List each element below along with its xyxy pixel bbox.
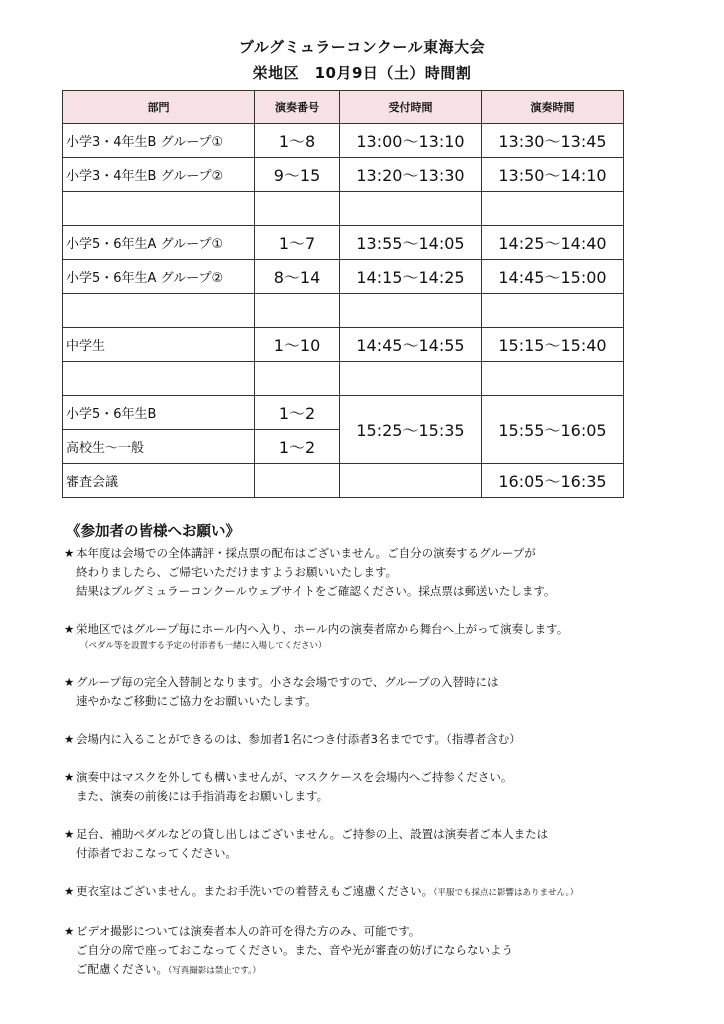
reception-cell — [340, 362, 482, 396]
note-text: 会場内に入ることができるのは、参加者1名につき付添者3名までです。（指導者含む） — [76, 732, 521, 746]
performance-cell: 15:55～16:05 — [482, 396, 624, 464]
division-cell — [63, 294, 255, 328]
note-item — [64, 673, 704, 711]
performance-cell — [482, 362, 624, 396]
notes-heading: 《参加者の皆様へお願い》 — [66, 524, 240, 540]
star-icon: ★ — [64, 770, 75, 784]
col-header-numbers: 演奏番号 — [255, 91, 340, 124]
page-subtitle: 栄地区 10月9日（土）時間割 — [252, 64, 472, 82]
note-text: ご配慮ください。 — [76, 962, 168, 976]
reception-cell: 13:20～13:30 — [340, 158, 482, 192]
star-icon: ★ — [64, 924, 75, 938]
note-text: 更衣室はございません。またお手洗いでの着替えもご遠慮ください。 — [76, 884, 434, 898]
note-line — [64, 882, 704, 903]
numbers-cell — [255, 362, 340, 396]
division-cell: 小学5・6年生A グループ① — [63, 226, 255, 260]
performance-cell: 16:05～16:35 — [482, 464, 624, 498]
note-line — [64, 620, 704, 639]
star-icon: ★ — [64, 884, 75, 898]
schedule-table — [62, 90, 624, 498]
performance-cell — [482, 192, 624, 226]
performance-cell: 13:50～14:10 — [482, 158, 624, 192]
numbers-cell: 1～2 — [255, 396, 340, 430]
note-line: 終わりましたら、ご帰宅いただけますようお願いいたします。 — [76, 565, 398, 579]
table-header-row — [63, 91, 624, 124]
reception-cell — [340, 464, 482, 498]
note-line: 速やかなご移動にご協力をお願いいたします。 — [76, 694, 317, 708]
division-cell: 小学5・6年生B — [63, 396, 255, 430]
reception-cell: 14:15～14:25 — [340, 260, 482, 294]
reception-cell: 15:25～15:35 — [340, 396, 482, 464]
note-small-text: （写真撮影は禁止です。） — [168, 966, 261, 976]
note-line — [64, 730, 704, 749]
performance-cell — [482, 294, 624, 328]
note-text: グループ毎の完全入替制となります。小さな会場ですので、グループの入替時には — [76, 675, 499, 689]
note-line — [64, 544, 704, 563]
table-row — [63, 260, 624, 294]
note-item — [64, 620, 704, 654]
note-line: また、演奏の前後には手指消毒をお願いします。 — [76, 789, 329, 803]
star-icon: ★ — [64, 732, 75, 746]
note-text: ビデオ撮影については演奏者本人の許可を得た方のみ、可能です。 — [76, 924, 421, 938]
table-row-spacer — [63, 362, 624, 396]
note-text: 演奏中はマスクを外しても構いませんが、マスクケースを会場内へご持参ください。 — [76, 770, 513, 784]
col-header-division: 部門 — [63, 91, 255, 124]
note-item — [64, 825, 704, 863]
reception-cell: 14:45～14:55 — [340, 328, 482, 362]
numbers-cell — [255, 464, 340, 498]
reception-cell: 13:55～14:05 — [340, 226, 482, 260]
performance-cell: 14:25～14:40 — [482, 226, 624, 260]
note-line — [64, 922, 704, 941]
table-row-spacer — [63, 294, 624, 328]
star-icon: ★ — [64, 622, 75, 636]
performance-cell: 15:15～15:40 — [482, 328, 624, 362]
note-item — [64, 768, 704, 806]
division-cell: 小学5・6年生A グループ② — [63, 260, 255, 294]
numbers-cell: 1～2 — [255, 430, 340, 464]
table-row — [63, 158, 624, 192]
reception-cell: 13:00～13:10 — [340, 124, 482, 158]
division-cell: 高校生～一般 — [63, 430, 255, 464]
note-text: 足台、補助ペダルなどの貸し出しはございません。ご持参の上、設置は演奏者ご本人または — [76, 827, 549, 841]
division-cell: 審査会議 — [63, 464, 255, 498]
division-cell: 小学3・4年生B グループ② — [63, 158, 255, 192]
note-small-text: （平服でも採点に影響はありません。） — [433, 888, 579, 898]
performance-cell: 13:30～13:45 — [482, 124, 624, 158]
note-item — [64, 730, 704, 749]
numbers-cell — [255, 294, 340, 328]
numbers-cell: 1～7 — [255, 226, 340, 260]
division-cell: 中学生 — [63, 328, 255, 362]
numbers-cell: 9～15 — [255, 158, 340, 192]
star-icon: ★ — [64, 546, 75, 560]
numbers-cell: 1～8 — [255, 124, 340, 158]
note-line: ご自分の席で座っておこなってください。また、音や光が審査の妨げにならないよう — [76, 943, 513, 957]
division-cell — [63, 192, 255, 226]
reception-cell — [340, 192, 482, 226]
note-line — [64, 960, 704, 981]
note-line: 付添者でおこなってください。 — [76, 846, 237, 860]
note-text: 栄地区ではグループ毎にホール内へ入り、ホール内の演奏者席から舞台へ上がって演奏します。 — [76, 622, 569, 636]
col-header-reception: 受付時間 — [340, 91, 482, 124]
table-row-spacer — [63, 192, 624, 226]
numbers-cell: 1～10 — [255, 328, 340, 362]
note-line — [64, 768, 704, 787]
numbers-cell: 8～14 — [255, 260, 340, 294]
table-row — [63, 464, 624, 498]
star-icon: ★ — [64, 675, 75, 689]
reception-cell — [340, 294, 482, 328]
note-text: 本年度は会場での全体講評・採点票の配布はございません。ご自分の演奏するグループが — [76, 546, 536, 560]
notes-section — [64, 522, 704, 1000]
numbers-cell — [255, 192, 340, 226]
note-line: 結果はブルグミュラーコンクールウェブサイトをご確認ください。採点票は郵送いたします。 — [76, 584, 556, 598]
note-item — [64, 922, 704, 981]
note-small-text: （ペダル等を設置する予定の付添者も一緒に入場してください） — [80, 641, 327, 651]
table-row — [63, 226, 624, 260]
performance-cell: 14:45～15:00 — [482, 260, 624, 294]
division-cell — [63, 362, 255, 396]
note-line — [64, 825, 704, 844]
table-row — [63, 328, 624, 362]
col-header-performance: 演奏時間 — [482, 91, 624, 124]
table-row — [63, 124, 624, 158]
note-item — [64, 544, 704, 601]
table-row — [63, 396, 624, 430]
note-item — [64, 882, 704, 903]
star-icon: ★ — [64, 827, 75, 841]
division-cell: 小学3・4年生B グループ① — [63, 124, 255, 158]
page-title: ブルグミュラーコンクール東海大会 — [238, 38, 486, 56]
note-line — [64, 673, 704, 692]
